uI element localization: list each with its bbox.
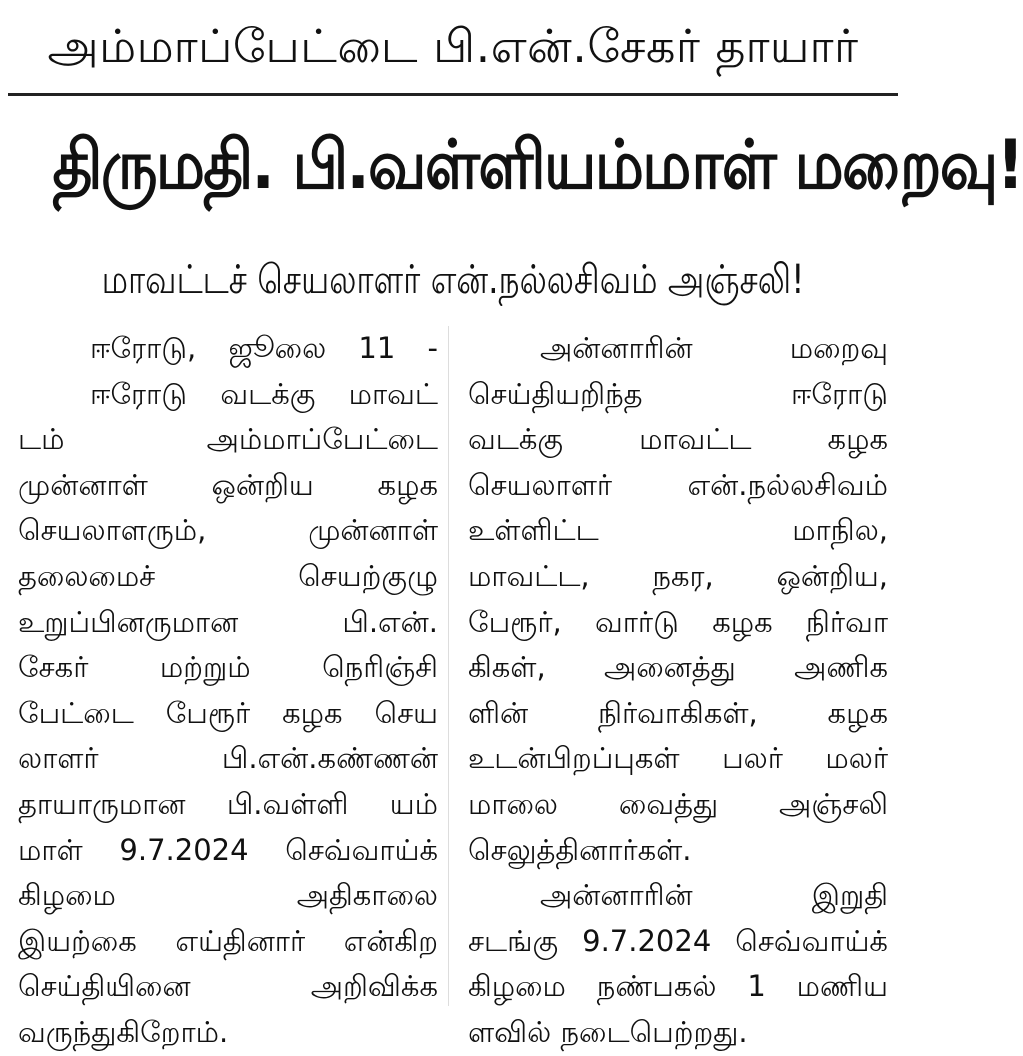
body-line: தலைமைச் செயற்குழு: [18, 558, 438, 593]
headline: திருமதி. பி.வள்ளியம்மாள் மறைவு!: [52, 126, 1023, 205]
body-line: பேரூர், வார்டு கழக நிர்வா: [468, 604, 888, 639]
body-line: உடன்பிறப்புகள் பலர் மலர்: [468, 741, 888, 776]
body-line: அன்னாரின் இறுதி: [540, 878, 888, 913]
subheadline: மாவட்டச் செயலாளர் என்.நல்லசிவம் அஞ்சலி!: [101, 257, 805, 303]
left-column: [18, 326, 438, 1056]
body-line: முன்னாள் ஒன்றிய கழக: [18, 467, 438, 502]
body-line: மாலை வைத்து அஞ்சலி: [468, 786, 888, 821]
body-line: செய்தியினை அறிவிக்க: [18, 969, 438, 1004]
kicker: அம்மாப்பேட்டை பி.என்.சேகர் தாயார்: [47, 19, 859, 73]
body-line: சடங்கு 9.7.2024 செவ்வாய்க்: [468, 923, 888, 958]
body-line: செயலாளர் என்.நல்லசிவம்: [468, 467, 888, 502]
body-line: செயலாளரும், முன்னாள்: [18, 513, 438, 548]
header-rule: [8, 93, 898, 96]
body-line: மாள் 9.7.2024 செவ்வாய்க்: [18, 832, 438, 867]
body-line: செய்தியறிந்த ஈரோடு: [468, 376, 888, 411]
dateline: ஈரோடு, ஜூலை 11 -: [90, 331, 438, 365]
body-line: கிழமை நண்பகல் 1 மணிய: [468, 969, 888, 1004]
column-divider: [448, 326, 449, 1006]
body-line: உறுப்பினருமான பி.என்.: [18, 604, 438, 639]
body-line: பேட்டை பேரூர் கழக செய: [18, 695, 438, 730]
body-line: இயற்கை எய்தினார் என்கிற: [18, 923, 438, 958]
body-line: சேகர் மற்றும் நெரிஞ்சி: [18, 650, 438, 685]
body-line: கிழமை அதிகாலை: [18, 878, 438, 913]
body-line: தாயாருமான பி.வள்ளி யம்: [18, 786, 438, 821]
body-line: டம் அம்மாப்பேட்டை: [18, 422, 438, 457]
body-line: ளின் நிர்வாகிகள், கழக: [468, 695, 888, 730]
body-line: ளவில் நடைபெற்றது.: [468, 1014, 748, 1049]
body-line: கிகள், அனைத்து அணிக: [468, 650, 888, 685]
right-column: [468, 326, 888, 1056]
body-line: அன்னாரின் மறைவு: [540, 331, 888, 365]
body-line: வடக்கு மாவட்ட கழக: [468, 422, 888, 457]
body-line: வருந்துகிறோம்.: [18, 1014, 229, 1049]
body-line: உள்ளிட்ட மாநில,: [468, 513, 888, 548]
body-line: செலுத்தினார்கள்.: [468, 832, 692, 867]
body-line: ஈரோடு வடக்கு மாவட்: [90, 376, 438, 411]
body-line: லாளர் பி.என்.கண்ணன்: [18, 741, 438, 776]
body-line: மாவட்ட, நகர, ஒன்றிய,: [468, 558, 888, 593]
